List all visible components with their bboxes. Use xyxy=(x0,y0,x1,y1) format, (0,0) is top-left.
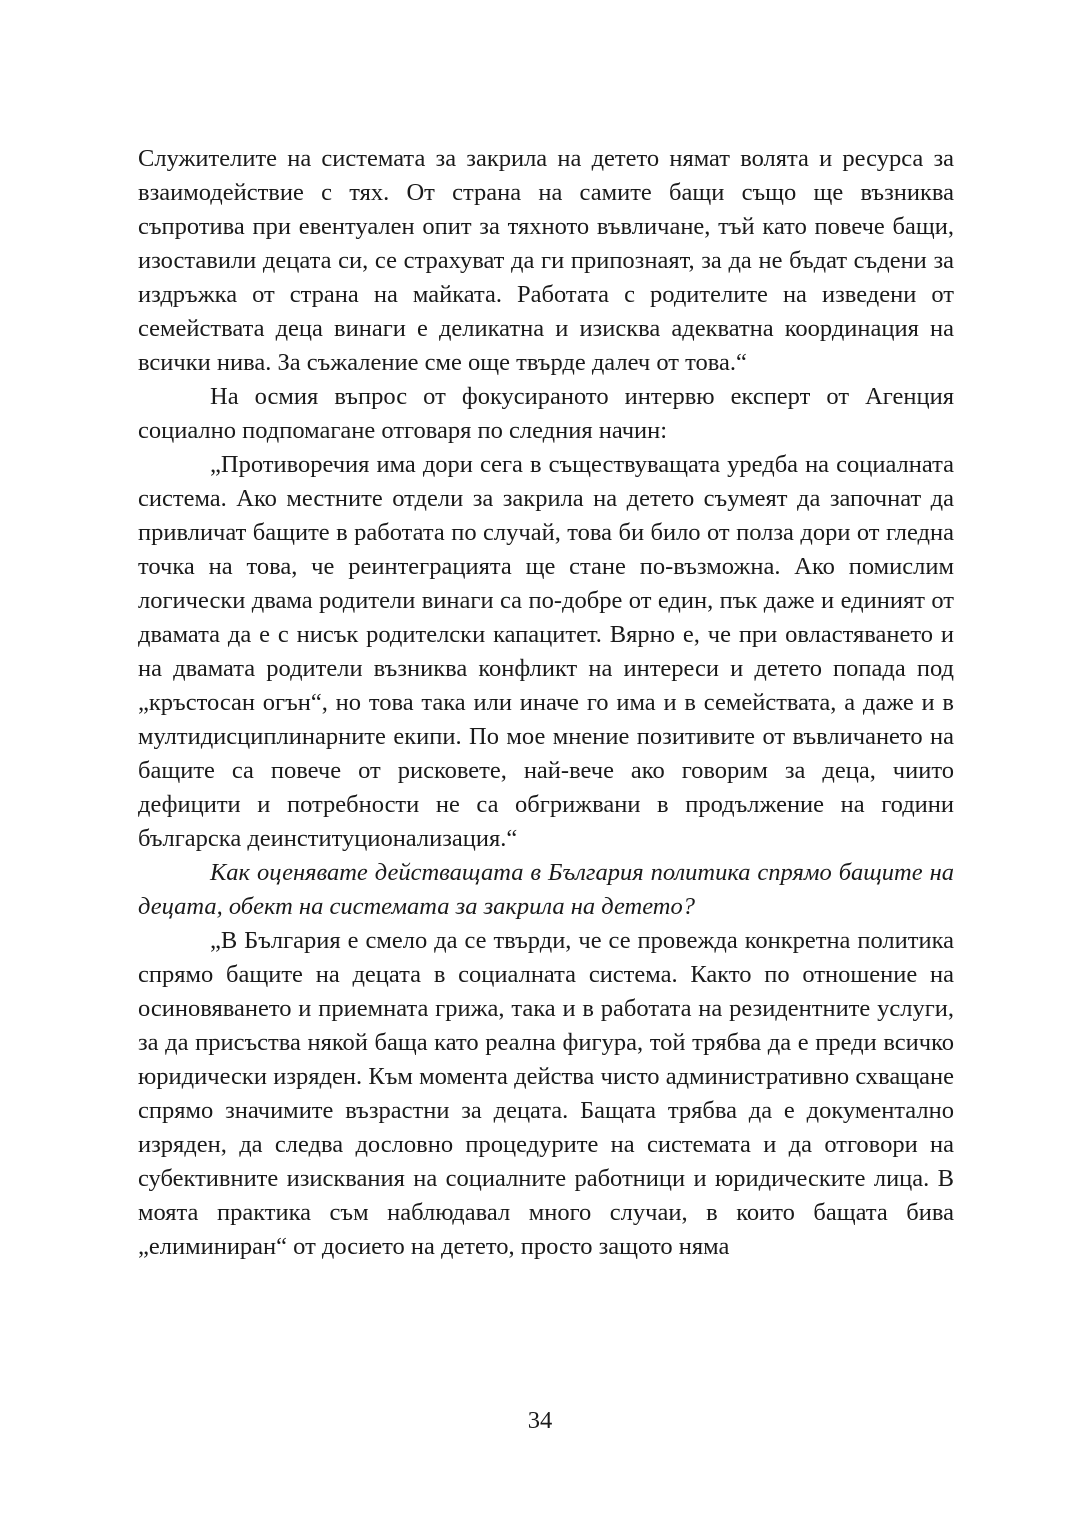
paragraph-question-italic: Как оценявате действащата в България политика спрямо бащите на децата, обект на системата за закрила на детето? xyxy=(138,859,954,920)
paragraph-quote-agency-expert: „Противоречия има дори сега в съществуващата уредба на социалната система. Ако местните отдели за закрила на детето съумеят да започнат да привличат бащите в работата по случай, това би било от полза дори от гледна точка на това, че реинтеграцията ще стане по-възможна. Ако помислим логически двама родители винаги са по-добре от един, пък даже и единият от двамата да е с нисък родителски капацитет. Вярно е, че при овластяването и на двамата родители възниква конфликт на интереси и детето попада под „кръстосан огън“, но това така или иначе го има и в семействата, а даже и в мултидисциплинарните екипи. По мое мнение позитивите от въвличането на бащите са повече от рисковете, най-вече ако говорим за деца, чиито дефицити и потребности не са обгрижвани в продължение на години българска деинституционализация.“ xyxy=(138,451,954,852)
paragraph-intro-eighth-question: На осмия въпрос от фокусираното интервю експерт от Агенция социално подпомагане отговаря по следния начин: xyxy=(138,383,954,444)
page-number: 34 xyxy=(527,1407,553,1434)
paragraph-quote-bulgaria-policy: „В България е смело да се твърди, че се провежда конкретна политика спрямо бащите на децата в социалната система. Както по отношение на осиновяването и приемната грижа, така и в работата на резидентните услуги, за да присъства някой баща като реална фигура, той трябва да е преди всичко юридически изряден. Към момента действа чисто административно схващане спрямо значимите възрастни за децата. Бащата трябва да е документално изряден, да следва дословно процедурите на системата и да отговори на субективните изисквания на социалните работници и юридическите лица. В моята практика съм наблюдавал много случаи, в които бащата бива „елиминиран“ от досието на детето, просто защото няма xyxy=(138,927,954,1260)
paragraph-quote-continued: Служителите на системата за закрила на детето нямат волята и ресурса за взаимодействие с тях. От страна на самите бащи също ще възниква съпротива при евентуален опит за тяхното въвличане, тъй като повече бащи, изоставили децата си, се страхуват да ги припознаят, за да не бъдат съдени за издръжка от страна на майката. Работата с родителите на изведени от семействата деца винаги е деликатна и изисква адекватна координация на всички нива. За съжаление сме още твърде далеч от това.“ xyxy=(138,145,954,376)
body-text xyxy=(138,142,954,1264)
